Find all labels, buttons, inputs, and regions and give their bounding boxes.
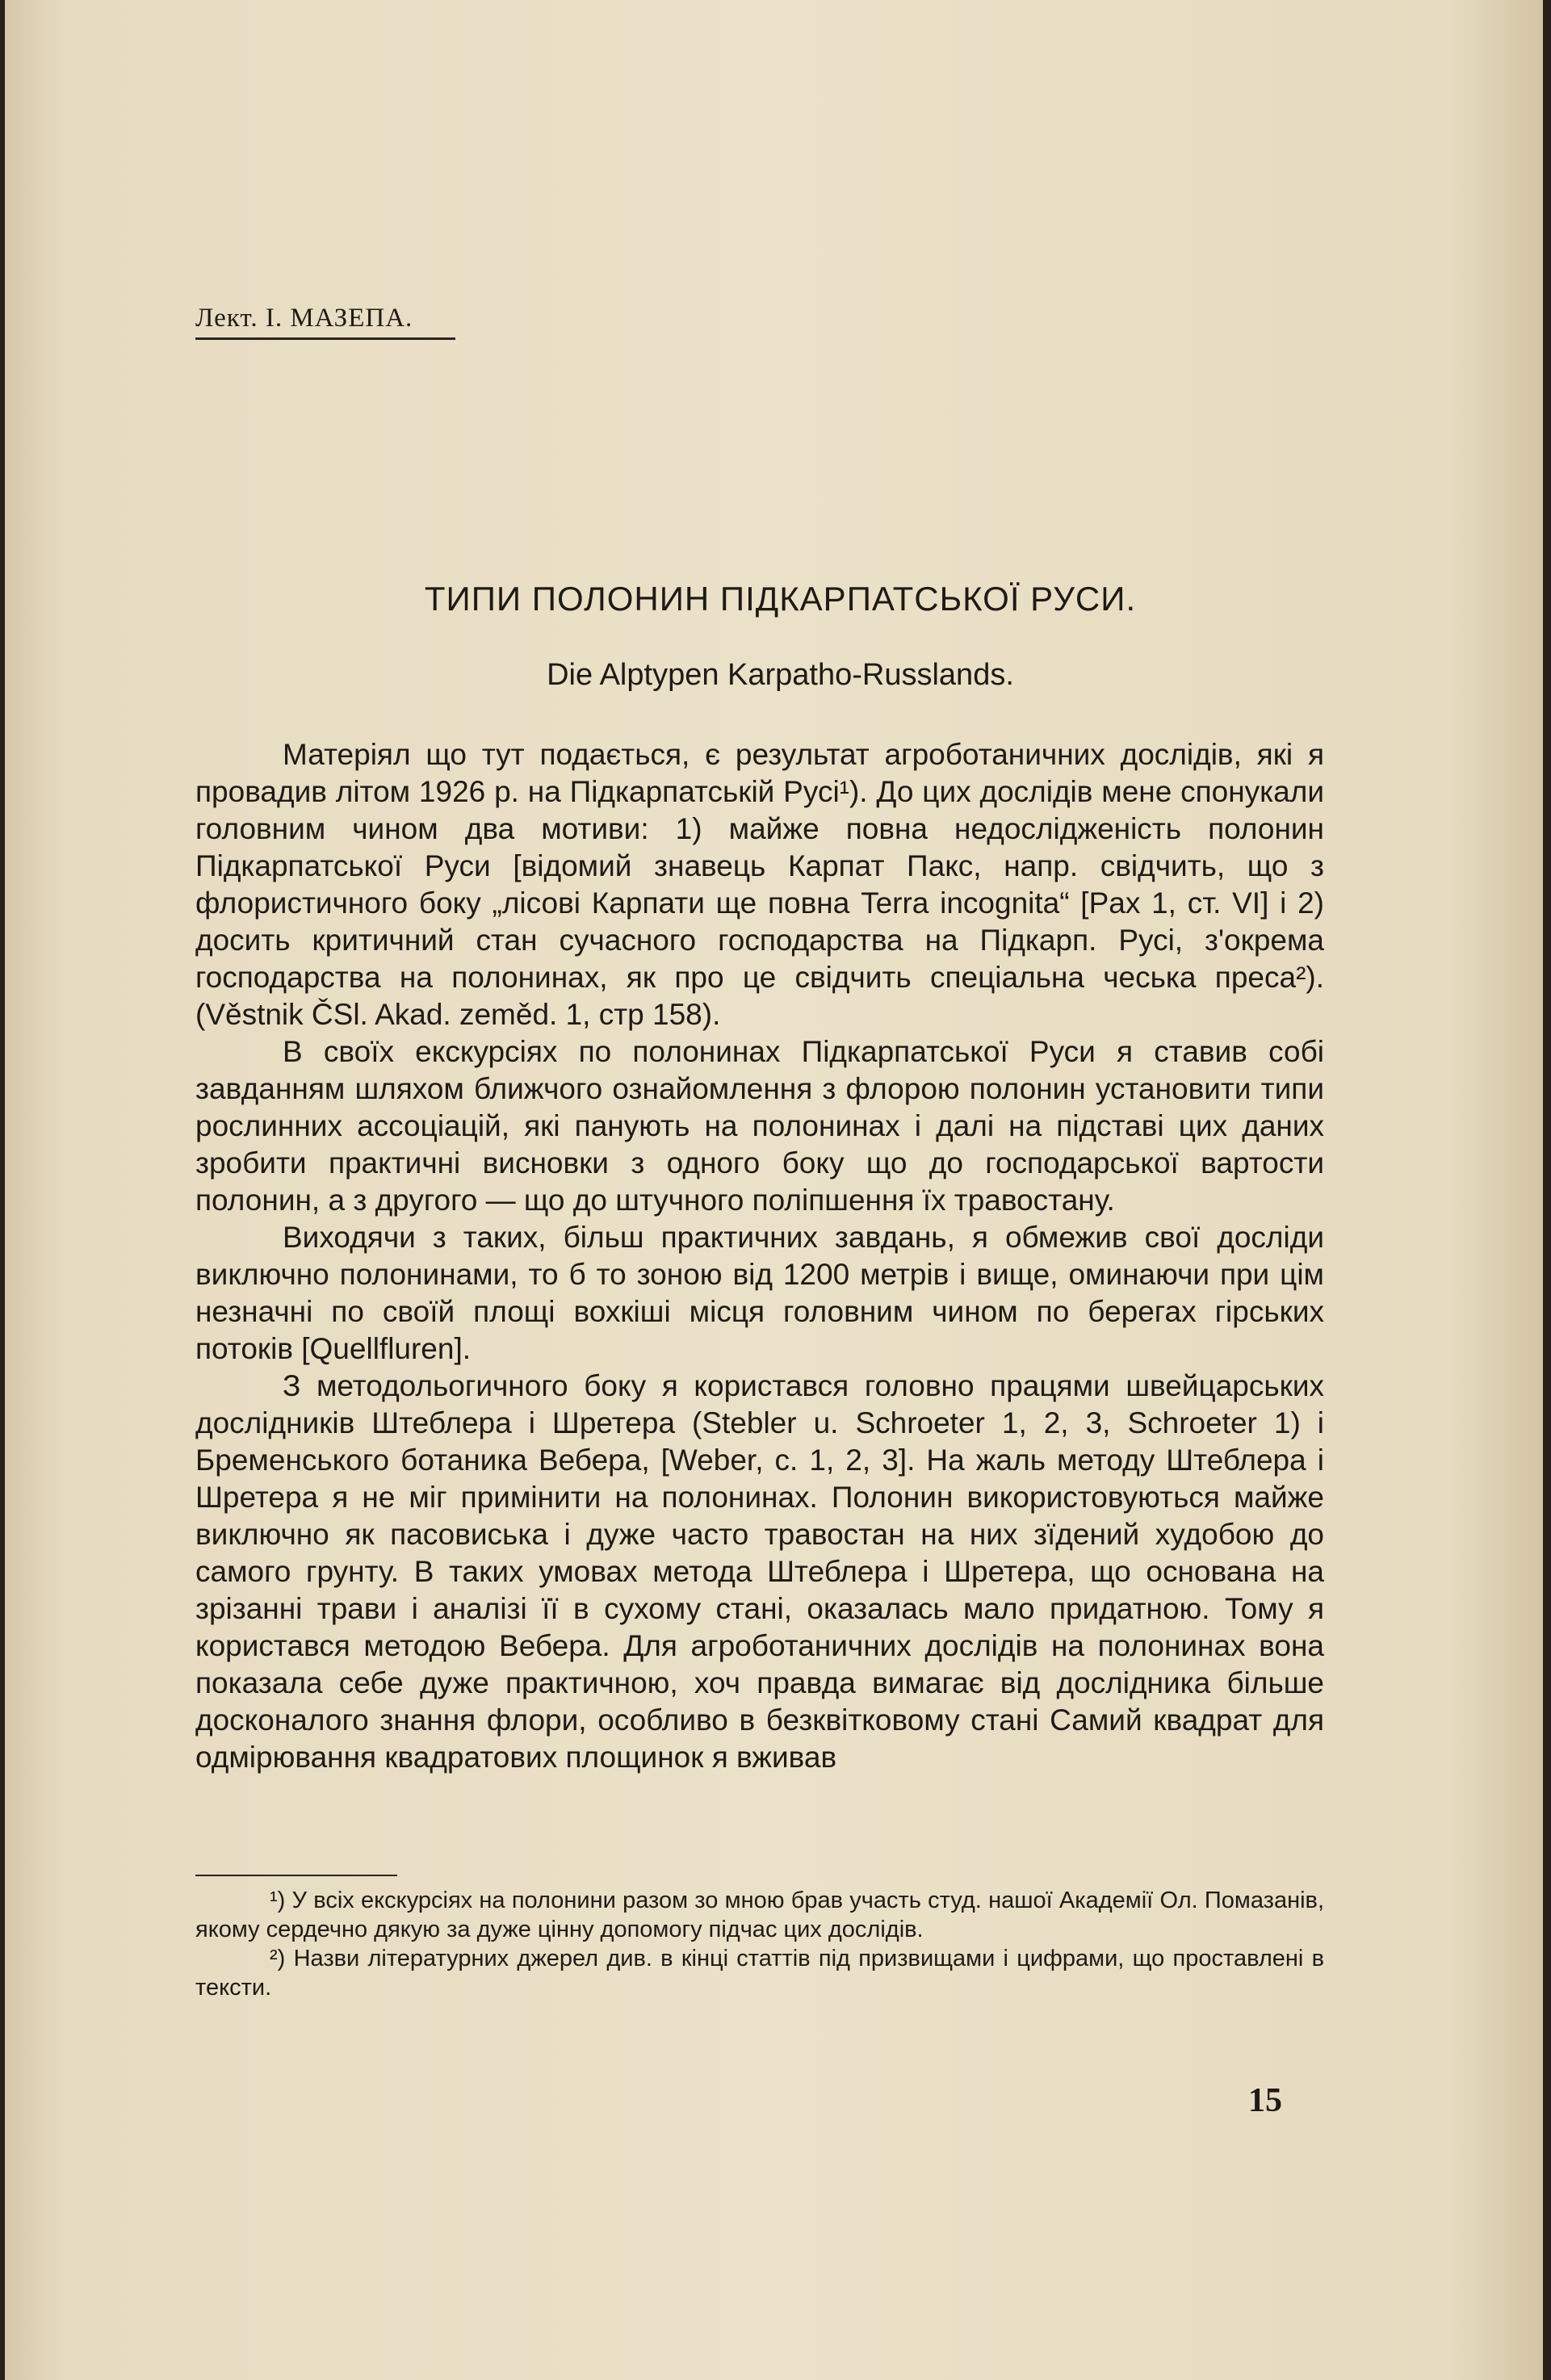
page bbox=[5, 0, 1543, 2380]
paragraph-4: З методольогичного боку я користався головно працями швейцарських дослідників Штеблера і Шретера (Stebler u. Schroeter 1, 2, 3, Schroeter 1) і Бременського ботаника Вебера, [Weber, c. 1, 2, 3]. На жаль методу Штеблера і Шретера я не міг примінити на полонинах. Полонин використовуються майже виключно як пасовиська і дуже часто травостан на них зїдений худобою до самого грунту. В таких умовах метода Штеблера і Шретера, що основана на зрізанні трави і аналізі її в сухому стані, оказалась мало придатною. Тому я користався методою Вебера. Для агроботаничних дослідів на полонинах вона показала себе дуже практичною, хоч правда вимагає від дослідника більше досконалого знання флори, особливо в безквітковому стані Самий квадрат для одмірювання квадратових площинок я вживав bbox=[195, 1369, 1324, 1774]
author-line: Лект. І. МАЗЕПА. bbox=[195, 304, 413, 333]
footnote-2: ²) Назви літературних джерел див. в кінці статтів під призвищами і цифрами, що проставлені в тексти. bbox=[195, 1946, 1324, 2001]
footnote-separator bbox=[195, 1875, 397, 1876]
author-underline bbox=[195, 337, 455, 340]
paragraph-1: Матеріял що тут подається, є результат агроботаничних дослідів, які я провадив літом 1926 р. на Підкарпатській Русі¹). До цих дослідів мене спонукали головним чином два мотиви: 1) майже повна недослідженість полонин Підкарпатської Руси [відомий знавець Карпат Пакс, напр. свідчить, що з флористичного боку „лісові Карпати ще повна Terra incognita“ [Pax 1, ст. VI] і 2) досить критичний стан сучасного господарства на Підкарп. Русі, з'окрема господарства на полонинах, як про це свідчить спеціальна чеська преса²). (Věstnik ČSl. Akad. zeměd. 1, стр 158). bbox=[195, 738, 1324, 1031]
article-subtitle: Die Alptypen Karpatho-Russlands. bbox=[547, 658, 1014, 692]
footnote-1: ¹) У всіх екскурсіях на полонини разом зо мною брав участь студ. нашої Академії Ол. Помазанів, якому сердечно дякую за дуже цінну допомогу підчас цих дослідів. bbox=[195, 1888, 1324, 1942]
page-number: 15 bbox=[1248, 2082, 1282, 2119]
article-body bbox=[195, 736, 1324, 1776]
paragraph-2: В своїх екскурсіях по полонинах Підкарпатської Руси я ставив собі завданням шляхом ближчого ознайомлення з флорою полонин установити типи рослинних ассоціацій, які панують на полонинах і далі на підставі цих даних зробити практичні висновки з одного боку що до господарської вартости полонин, а з другого — що до штучного поліпшення їх травостану. bbox=[195, 1035, 1324, 1217]
footnotes bbox=[195, 1886, 1324, 2002]
paragraph-3: Виходячи з таких, більш практичних завдань, я обмежив свої досліди виключно полонинами, то б то зоною від 1200 метрів і вище, оминаючи при цім незначні по своїй площі вохкіші місця головним чином по берегах гірських потоків [Quellfluren]. bbox=[195, 1221, 1324, 1365]
article-title: ТИПИ ПОЛОНИН ПІДКАРПАТСЬКОЇ РУСИ. bbox=[424, 580, 1137, 618]
